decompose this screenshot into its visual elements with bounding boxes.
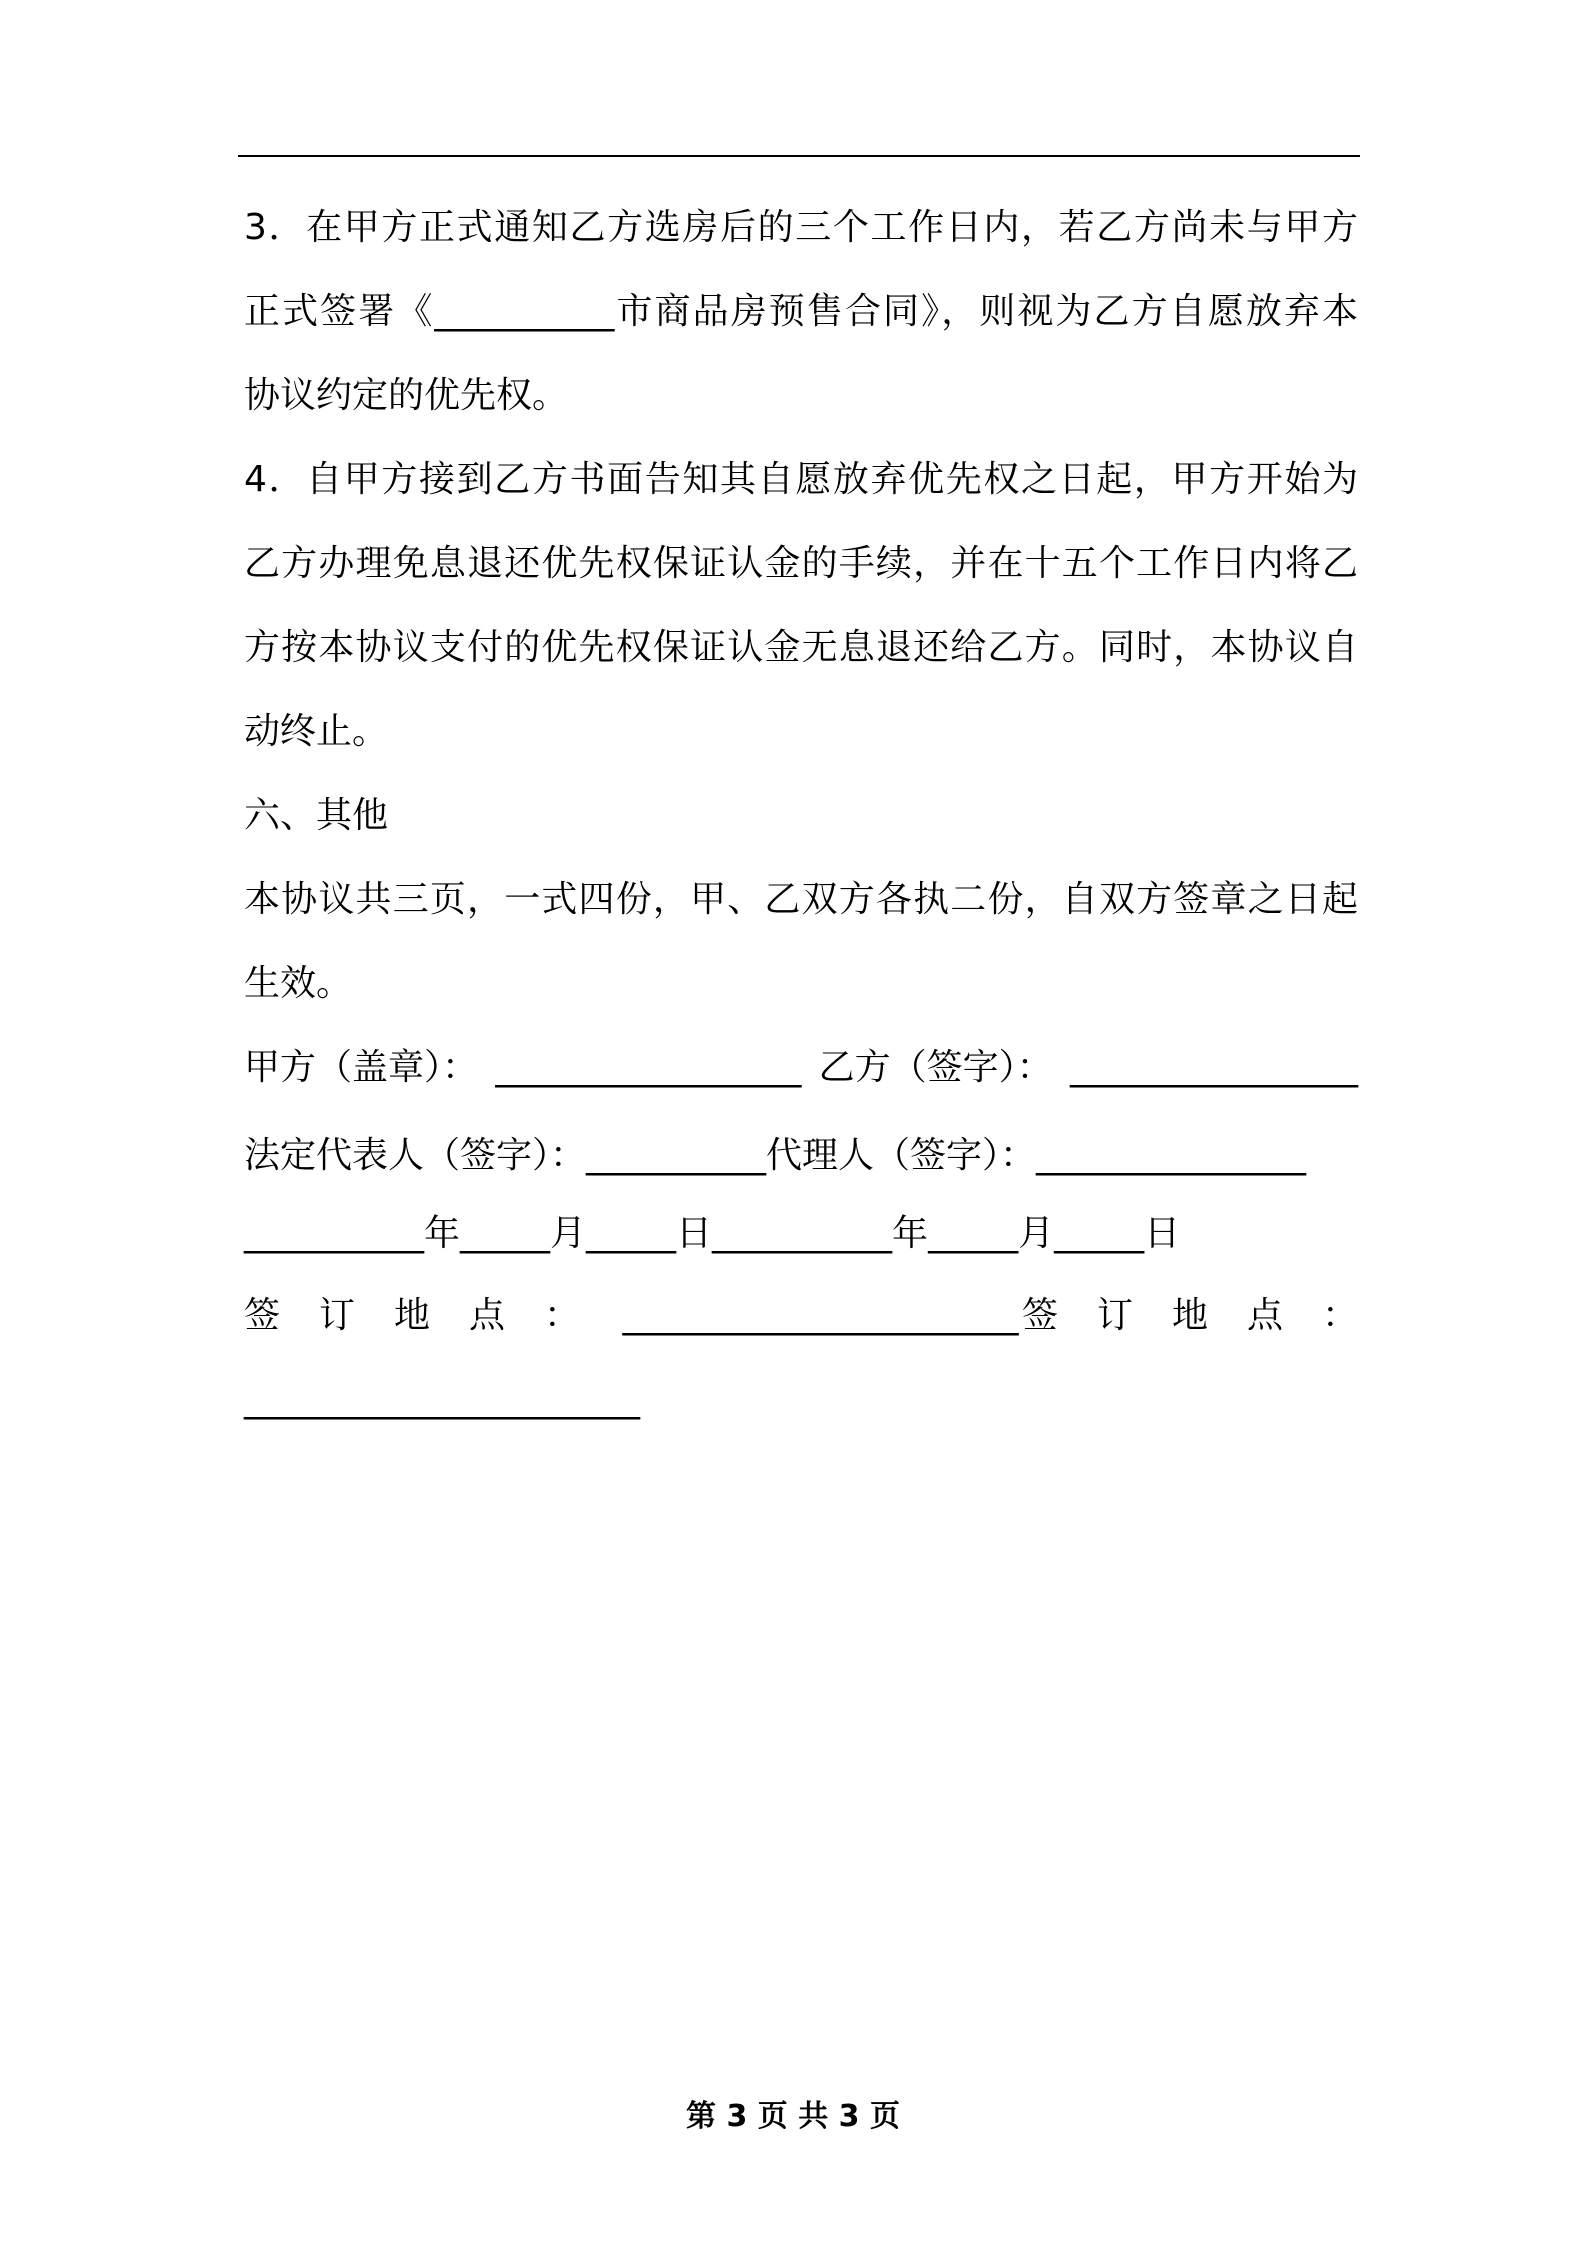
legal-rep-label: 法定代表人（签字）： xyxy=(244,1135,587,1176)
date-b-day-blank: _____ xyxy=(1054,1213,1145,1254)
date-b-month: 月 xyxy=(1018,1213,1055,1254)
date-a-day: 日 xyxy=(676,1213,713,1254)
clause-3-line-1: 3．在甲方正式通知乙方选房后的三个工作日内，若乙方尚未与甲方 xyxy=(244,207,1358,248)
party-a-label: 甲方（盖章）： xyxy=(244,1047,479,1088)
agent-blank: _______________ xyxy=(1036,1135,1307,1176)
date-b-year-blank: __________ xyxy=(712,1213,893,1254)
agent-label: 代理人（签字）： xyxy=(766,1135,1037,1176)
date-a-year-blank: __________ xyxy=(244,1213,424,1254)
section-6-line-1: 本协议共三页，一式四份，甲、乙双方各执二份，自双方签章之日起 xyxy=(244,879,1358,920)
clause-3-line-3: 协议约定的优先权。 xyxy=(244,375,569,416)
party-signature-row xyxy=(244,1026,1358,1110)
party-b-blank: ________________ xyxy=(1069,1047,1358,1088)
date-a-month: 月 xyxy=(550,1213,587,1254)
date-a-month-blank: _____ xyxy=(460,1213,551,1254)
signing-place-continuation xyxy=(244,1358,1358,1442)
date-a-year: 年 xyxy=(424,1213,461,1254)
section-6-line-2: 生效。 xyxy=(244,963,353,1004)
place-b-label: 签订地点： xyxy=(1021,1295,1397,1336)
page-number: 第 3 页 共 3 页 xyxy=(686,2099,900,2134)
clause-4 xyxy=(244,438,1358,774)
section-6-heading: 六、其他 xyxy=(244,795,389,836)
date-b-month-blank: _____ xyxy=(928,1213,1019,1254)
clause-4-line-4: 动终止。 xyxy=(244,711,389,752)
party-a-blank: _________________ xyxy=(495,1047,802,1088)
date-a-day-blank: _____ xyxy=(586,1213,677,1254)
clause-4-line-2: 乙方办理免息退还优先权保证认金的手续，并在十五个工作日内将乙 xyxy=(244,543,1358,584)
clause-3 xyxy=(244,186,1358,438)
document-body xyxy=(244,186,1397,1442)
clause-4-line-1: 4．自甲方接到乙方书面告知其自愿放弃优先权之日起，甲方开始为 xyxy=(244,459,1358,500)
party-b-label: 乙方（签字）： xyxy=(818,1047,1053,1088)
place-a-label: 签订地点： xyxy=(244,1295,620,1336)
section-6 xyxy=(244,774,1358,1026)
signing-place-row xyxy=(244,1274,1397,1358)
date-b-year: 年 xyxy=(892,1213,929,1254)
place-a-blank: ______________________ xyxy=(622,1295,1019,1336)
clause-3-line-2: 正式签署《__________市商品房预售合同》，则视为乙方自愿放弃本 xyxy=(244,291,1358,332)
clause-4-line-3: 方按本协议支付的优先权保证认金无息退还给乙方。同时，本协议自 xyxy=(244,627,1358,668)
signature-block xyxy=(244,1026,1397,1442)
legal-rep-blank: __________ xyxy=(586,1135,767,1176)
date-b-day: 日 xyxy=(1144,1213,1181,1254)
place-b-blank: ______________________ xyxy=(244,1379,640,1420)
header-rule xyxy=(238,155,1360,157)
date-row xyxy=(244,1192,1358,1276)
representative-signature-row xyxy=(244,1114,1358,1198)
